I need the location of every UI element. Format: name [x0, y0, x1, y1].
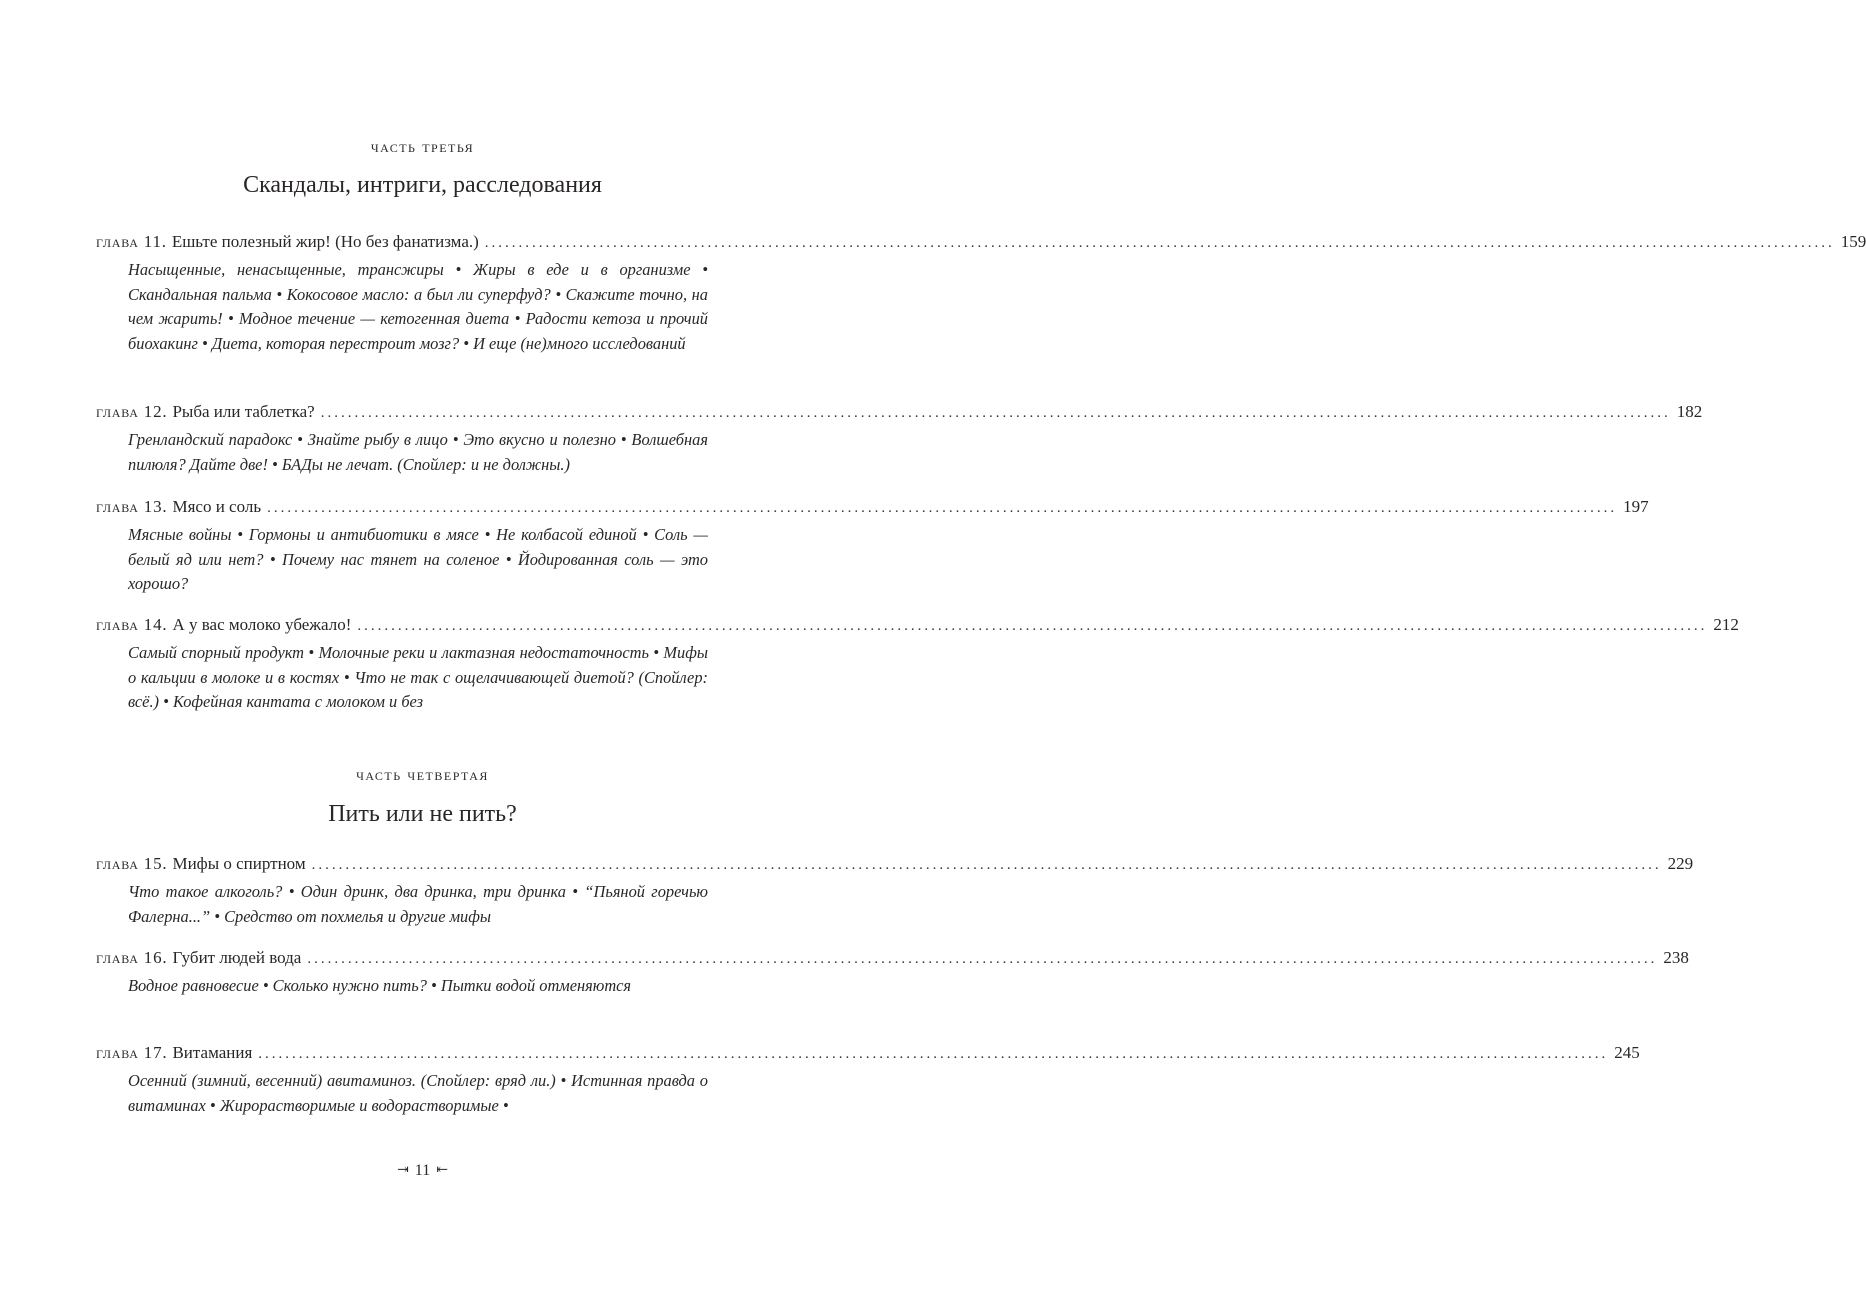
part-label: часть третья [370, 137, 475, 156]
leader-dots: ........................................................................................................................................................................................................ [357, 618, 1708, 634]
chapter-page-number[interactable]: 245 [1614, 1043, 1640, 1062]
toc-entry[interactable] [96, 946, 1689, 999]
part-title: Пить или не пить? [328, 801, 517, 827]
toc-entry[interactable] [96, 400, 1703, 477]
chapter-page-number[interactable]: 229 [1667, 854, 1694, 873]
chapter-title[interactable]: Ешьте полезный жир! (Но без фанатизма.) [171, 232, 479, 251]
toc-entry[interactable] [96, 852, 1694, 929]
left-ornament-icon: ⇥ [397, 1163, 409, 1178]
chapter-number: глава 11. [96, 232, 167, 251]
page-number: 11 [414, 1162, 431, 1179]
chapter-page-number[interactable]: 197 [1623, 497, 1649, 516]
chapter-title[interactable]: А у вас молоко убежало! [172, 615, 352, 634]
chapter-title[interactable]: Мясо и соль [172, 497, 262, 516]
leader-dots: ........................................................................................................................................................................................................ [267, 500, 1618, 516]
page-footer [0, 1162, 845, 1180]
chapter-number: глава 13. [96, 497, 168, 516]
right-ornament-icon: ⇤ [436, 1163, 448, 1178]
chapter-description: Насыщенные, ненасыщенные, трансжиры • Жиры в еде и в организме • Скандальная пальма • Кокосовое масло: а был ли суперфуд? • Скажите точно, на чем жарить! • Модное течение — кетогенная диета • Радости кетоза и прочий биохакинг • Диета, которая перестроит мозг? • И еще (не)много исследований [128, 260, 708, 353]
toc-entry[interactable] [96, 230, 1866, 356]
chapter-title[interactable]: Мифы о спиртном [172, 854, 306, 873]
leader-dots: ........................................................................................................................................................................................................ [307, 951, 1658, 967]
chapter-description: Гренландский парадокс • Знайте рыбу в лицо • Это вкусно и полезно • Волшебная пилюля? Дайте две! • БАДы не лечат. (Спойлер: и не должны.) [128, 430, 708, 474]
chapter-number: глава 15. [96, 854, 168, 873]
chapter-number: глава 17. [96, 1043, 168, 1062]
chapter-page-number[interactable]: 212 [1713, 615, 1739, 634]
toc-entry[interactable] [96, 613, 1739, 715]
chapter-number: глава 14. [96, 615, 168, 634]
chapter-description: Осенний (зимний, весенний) авитаминоз. (Спойлер: вряд ли.) • Истинная правда о витаминах • Жирорастворимые и водорастворимые • [128, 1071, 708, 1115]
toc-entry[interactable] [96, 1041, 1640, 1118]
chapter-title[interactable]: Губит людей вода [172, 948, 302, 967]
toc-entry[interactable] [96, 495, 1649, 597]
chapter-number: глава 16. [96, 948, 168, 967]
chapter-page-number[interactable]: 159 [1840, 232, 1866, 251]
chapter-page-number[interactable]: 238 [1663, 948, 1689, 967]
chapter-page-number[interactable]: 182 [1676, 402, 1703, 421]
chapter-description: Что такое алкоголь? • Один дринк, два дринка, три дринка • “Пьяной горечью Фалерна...” • Средство от похмелья и другие мифы [128, 882, 708, 926]
leader-dots: ........................................................................................................................................................................................................ [320, 405, 1671, 421]
chapter-number: глава 12. [96, 402, 168, 421]
chapter-description: Самый спорный продукт • Молочные реки и лактазная недостаточность • Мифы о кальции в молоке и в костях • Что не так с ощелачивающей диетой? (Спойлер: всё.) • Кофейная кантата с молоком и без [128, 643, 708, 711]
chapter-description: Мясные войны • Гормоны и антибиотики в мясе • Не колбасой единой • Соль — белый яд или нет? • Почему нас тянет на соленое • Йодированная соль — это хорошо? [128, 525, 708, 593]
chapter-description: Водное равновесие • Сколько нужно пить? • Пытки водой отменяются [128, 976, 632, 995]
chapter-title[interactable]: Рыба или таблетка? [172, 402, 315, 421]
part-label: часть четвертая [356, 765, 489, 784]
leader-dots: ........................................................................................................................................................................................................ [258, 1046, 1609, 1062]
leader-dots: ........................................................................................................................................................................................................ [484, 235, 1835, 251]
chapter-title[interactable]: Витамания [172, 1043, 253, 1062]
leader-dots: ........................................................................................................................................................................................................ [311, 857, 1662, 873]
part-title: Скандалы, интриги, расследования [243, 172, 602, 198]
